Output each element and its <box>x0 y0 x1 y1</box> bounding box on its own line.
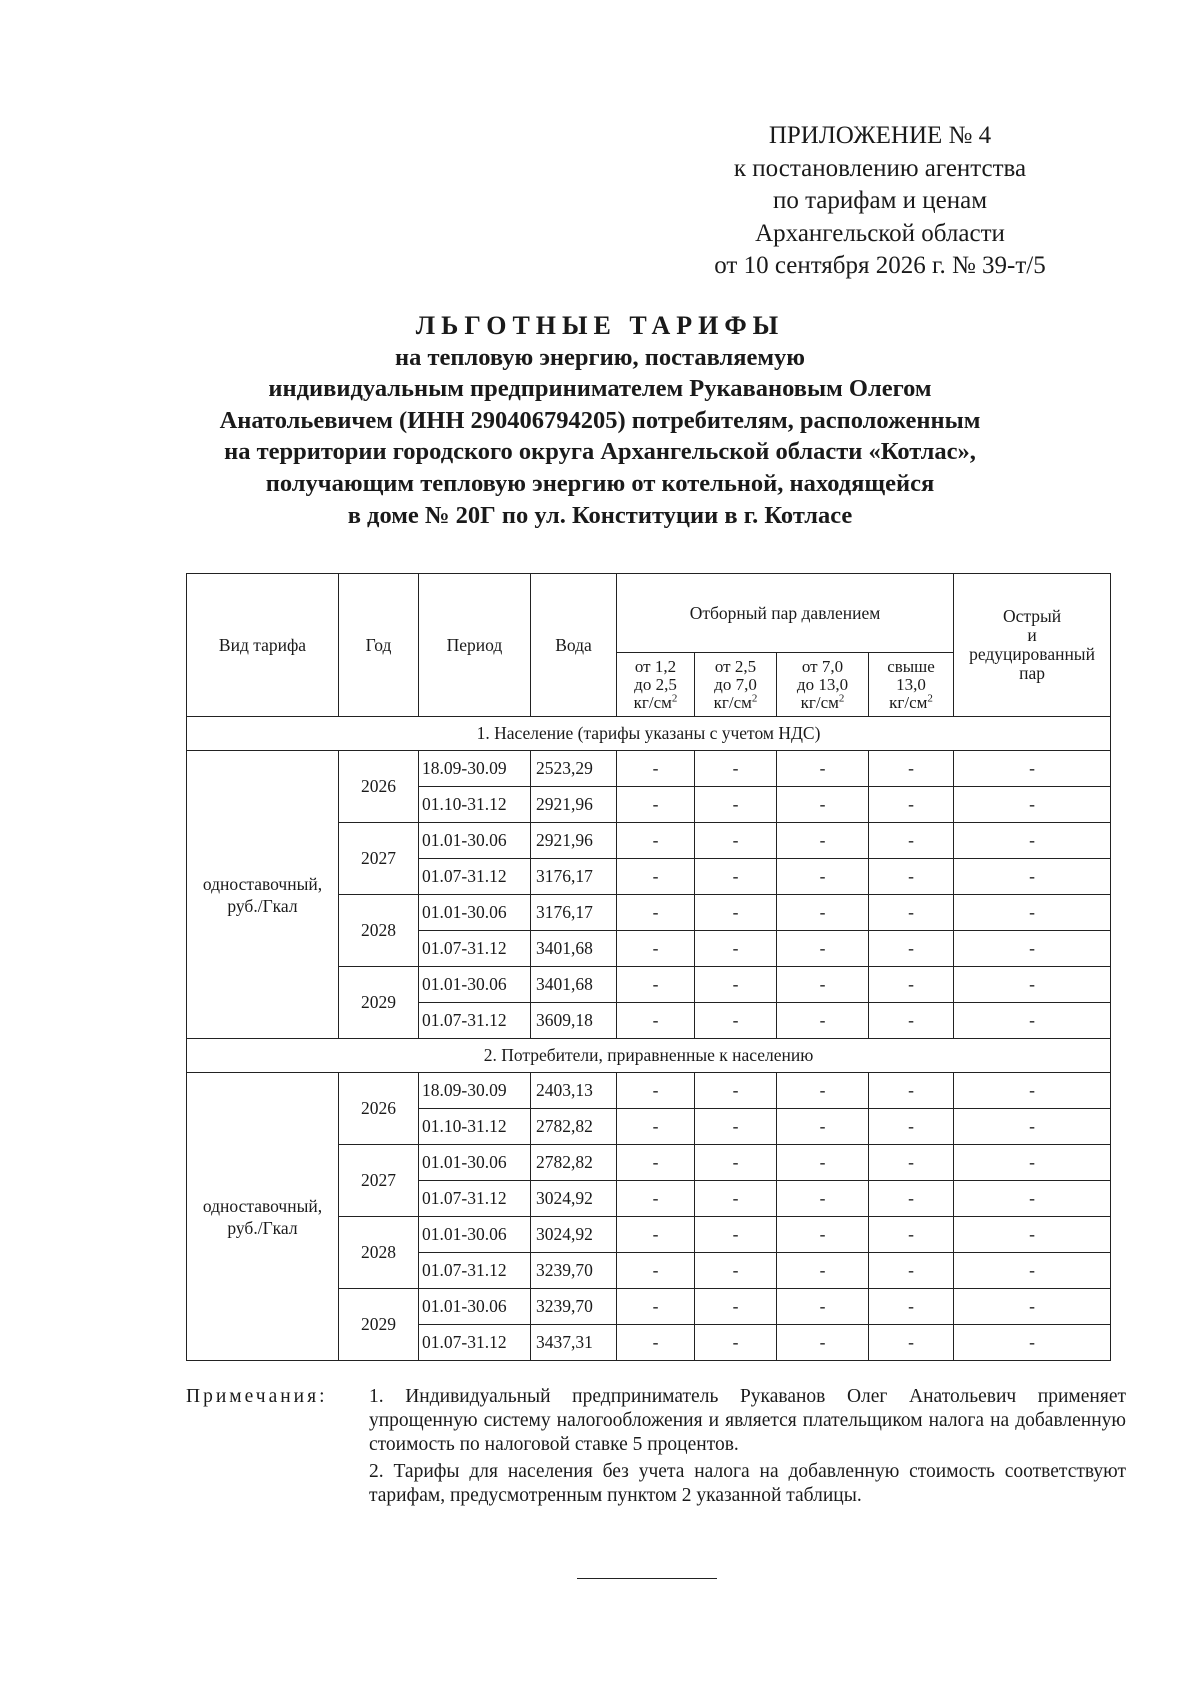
unit-exponent: 2 <box>671 691 678 704</box>
empty-tariff-cell: - <box>617 1289 695 1325</box>
empty-tariff-cell: - <box>617 967 695 1003</box>
section-row <box>187 1039 1111 1073</box>
empty-tariff-cell: - <box>954 1181 1111 1217</box>
empty-tariff-cell: - <box>954 859 1111 895</box>
year-cell: 2026 <box>339 1073 419 1145</box>
empty-tariff-cell: - <box>869 931 954 967</box>
notes-body <box>369 1385 1126 1508</box>
year-cell: 2029 <box>339 1289 419 1361</box>
empty-tariff-cell: - <box>869 1145 954 1181</box>
col-header-period: Период <box>419 574 531 717</box>
section-row <box>187 717 1111 751</box>
annex-header <box>600 120 1160 283</box>
water-tariff-cell: 3609,18 <box>531 1003 617 1039</box>
water-tariff-cell: 3176,17 <box>531 895 617 931</box>
empty-tariff-cell: - <box>695 895 777 931</box>
unit-exponent: 2 <box>927 691 933 704</box>
empty-tariff-cell: - <box>617 895 695 931</box>
empty-tariff-cell: - <box>777 1325 869 1361</box>
empty-tariff-cell: - <box>695 1109 777 1145</box>
empty-tariff-cell: - <box>695 1325 777 1361</box>
empty-tariff-cell: - <box>954 751 1111 787</box>
header-text: от 7,0 <box>801 656 844 676</box>
empty-tariff-cell: - <box>617 1253 695 1289</box>
empty-tariff-cell: - <box>777 1145 869 1181</box>
empty-tariff-cell: - <box>954 931 1111 967</box>
unit-text: кг/см <box>713 692 752 712</box>
empty-tariff-cell: - <box>954 1003 1111 1039</box>
col-header-type: Вид тарифа <box>187 574 339 717</box>
header-text: от 2,5 <box>714 656 757 676</box>
tariff-type: одноставочный, <box>202 873 323 894</box>
empty-tariff-cell: - <box>954 1145 1111 1181</box>
empty-tariff-cell: - <box>954 1073 1111 1109</box>
period-cell: 01.10-31.12 <box>419 787 531 823</box>
empty-tariff-cell: - <box>869 1073 954 1109</box>
water-tariff-cell: 2921,96 <box>531 787 617 823</box>
year-cell: 2027 <box>339 1145 419 1217</box>
empty-tariff-cell: - <box>954 787 1111 823</box>
empty-tariff-cell: - <box>954 1325 1111 1361</box>
empty-tariff-cell: - <box>617 859 695 895</box>
unit-exponent: 2 <box>751 691 758 704</box>
empty-tariff-cell: - <box>777 1073 869 1109</box>
unit-text: кг/см <box>633 692 672 712</box>
tariff-unit: руб./Гкал <box>227 1217 298 1238</box>
period-cell: 01.01-30.06 <box>419 895 531 931</box>
annex-line: Архангельской области <box>755 219 1005 247</box>
col-header-year: Год <box>339 574 419 717</box>
empty-tariff-cell: - <box>869 1109 954 1145</box>
header-text: 13,0 <box>896 674 926 694</box>
annex-number: ПРИЛОЖЕНИЕ № 4 <box>768 122 992 149</box>
empty-tariff-cell: - <box>695 1289 777 1325</box>
empty-tariff-cell: - <box>869 967 954 1003</box>
note-item: 2. Тарифы для населения без учета налога на добавленную стоимость соответствуют тарифам, предусмотренным пунктом 2 указанной таблицы. <box>369 1461 1126 1506</box>
water-tariff-cell: 3239,70 <box>531 1289 617 1325</box>
notes <box>186 1385 1126 1511</box>
empty-tariff-cell: - <box>869 823 954 859</box>
empty-tariff-cell: - <box>777 1003 869 1039</box>
empty-tariff-cell: - <box>617 1003 695 1039</box>
tariff-table-body <box>187 717 1111 1361</box>
empty-tariff-cell: - <box>617 1325 695 1361</box>
period-cell: 01.07-31.12 <box>419 1003 531 1039</box>
period-cell: 18.09-30.09 <box>419 1073 531 1109</box>
water-tariff-cell: 3239,70 <box>531 1253 617 1289</box>
document-title: ЛЬГОТНЫЕ ТАРИФЫ <box>415 311 785 340</box>
empty-tariff-cell: - <box>695 1073 777 1109</box>
water-tariff-cell: 3024,92 <box>531 1217 617 1253</box>
heading-line: индивидуальным предпринимателем Рукавановым Олегом <box>268 375 932 403</box>
empty-tariff-cell: - <box>869 787 954 823</box>
heading-line: на тепловую энергию, поставляемую <box>394 343 806 371</box>
empty-tariff-cell: - <box>954 895 1111 931</box>
empty-tariff-cell: - <box>869 1003 954 1039</box>
year-cell: 2026 <box>339 751 419 823</box>
header-text: Острый <box>1002 606 1062 626</box>
header-text: до 7,0 <box>714 674 757 694</box>
unit-exponent: 2 <box>838 691 845 704</box>
empty-tariff-cell: - <box>777 859 869 895</box>
tariff-type-cell <box>187 1073 339 1361</box>
year-cell: 2029 <box>339 967 419 1039</box>
empty-tariff-cell: - <box>869 1253 954 1289</box>
empty-tariff-cell: - <box>954 1109 1111 1145</box>
water-tariff-cell: 2523,29 <box>531 751 617 787</box>
heading-line: в доме № 20Г по ул. Конституции в г. Котласе <box>347 501 853 529</box>
unit-text: кг/см <box>889 692 928 712</box>
empty-tariff-cell: - <box>617 1217 695 1253</box>
empty-tariff-cell: - <box>777 1181 869 1217</box>
header-text: до 2,5 <box>634 674 677 694</box>
period-cell: 01.07-31.12 <box>419 859 531 895</box>
water-tariff-cell: 3401,68 <box>531 931 617 967</box>
tariff-table <box>186 573 1111 1361</box>
empty-tariff-cell: - <box>777 751 869 787</box>
header-text: от 1,2 <box>634 656 677 676</box>
period-cell: 01.01-30.06 <box>419 1217 531 1253</box>
period-cell: 01.01-30.06 <box>419 1289 531 1325</box>
empty-tariff-cell: - <box>695 859 777 895</box>
header-text: свыше <box>887 656 935 676</box>
empty-tariff-cell: - <box>617 787 695 823</box>
empty-tariff-cell: - <box>617 1109 695 1145</box>
tariff-type-cell <box>187 751 339 1039</box>
header-text: до 13,0 <box>796 674 849 694</box>
empty-tariff-cell: - <box>869 1181 954 1217</box>
col-header-steam: Отборный пар давлением <box>617 574 954 653</box>
notes-label: Примечания: <box>186 1386 328 1407</box>
empty-tariff-cell: - <box>869 1289 954 1325</box>
period-cell: 01.01-30.06 <box>419 823 531 859</box>
period-cell: 18.09-30.09 <box>419 751 531 787</box>
empty-tariff-cell: - <box>777 931 869 967</box>
table-row <box>187 751 1111 787</box>
empty-tariff-cell: - <box>869 1325 954 1361</box>
col-header-pressure-4 <box>869 653 954 717</box>
annex-line: к постановлению агентства <box>733 154 1027 182</box>
tariff-unit: руб./Гкал <box>227 895 298 916</box>
section-title: 2. Потребители, приравненные к населению <box>187 1039 1111 1073</box>
empty-tariff-cell: - <box>777 1217 869 1253</box>
empty-tariff-cell: - <box>695 787 777 823</box>
header-text: пар <box>1019 663 1045 683</box>
annex-line: по тарифам и ценам <box>772 187 988 214</box>
period-cell: 01.01-30.06 <box>419 1145 531 1181</box>
period-cell: 01.07-31.12 <box>419 1325 531 1361</box>
empty-tariff-cell: - <box>777 1289 869 1325</box>
heading-line: Анатольевичем (ИНН 290406794205) потребителям, расположенным <box>219 406 981 434</box>
empty-tariff-cell: - <box>777 895 869 931</box>
empty-tariff-cell: - <box>954 1289 1111 1325</box>
empty-tariff-cell: - <box>617 1073 695 1109</box>
heading-line: получающим тепловую энергию от котельной, находящейся <box>265 469 935 497</box>
col-header-water: Вода <box>531 574 617 717</box>
water-tariff-cell: 2782,82 <box>531 1145 617 1181</box>
year-cell: 2028 <box>339 1217 419 1289</box>
water-tariff-cell: 2782,82 <box>531 1109 617 1145</box>
unit-text: кг/см <box>800 692 839 712</box>
section-title: 1. Население (тарифы указаны с учетом НДС) <box>187 717 1111 751</box>
empty-tariff-cell: - <box>869 1217 954 1253</box>
empty-tariff-cell: - <box>617 931 695 967</box>
period-cell: 01.07-31.12 <box>419 1253 531 1289</box>
note-item: 1. Индивидуальный предприниматель Рукаванов Олег Анатольевич применяет упрощенную систему налогообложения и является плательщиком налога на добавленную стоимость по налоговой ставке 5 процентов. <box>369 1386 1126 1455</box>
year-cell: 2027 <box>339 823 419 895</box>
empty-tariff-cell: - <box>954 967 1111 1003</box>
period-cell: 01.01-30.06 <box>419 967 531 1003</box>
water-tariff-cell: 2403,13 <box>531 1073 617 1109</box>
empty-tariff-cell: - <box>954 1253 1111 1289</box>
period-cell: 01.07-31.12 <box>419 931 531 967</box>
empty-tariff-cell: - <box>695 1217 777 1253</box>
empty-tariff-cell: - <box>777 1109 869 1145</box>
water-tariff-cell: 2921,96 <box>531 823 617 859</box>
year-cell: 2028 <box>339 895 419 967</box>
empty-tariff-cell: - <box>695 1145 777 1181</box>
header-text: редуцированный <box>969 644 1095 664</box>
heading-line: на территории городского округа Архангельской области «Котлас», <box>224 438 976 466</box>
table-row <box>187 1073 1111 1109</box>
empty-tariff-cell: - <box>695 967 777 1003</box>
empty-tariff-cell: - <box>695 1181 777 1217</box>
tariff-type: одноставочный, <box>202 1195 323 1216</box>
empty-tariff-cell: - <box>695 1003 777 1039</box>
water-tariff-cell: 3176,17 <box>531 859 617 895</box>
annex-date: от 10 сентября 2026 г. № 39-т/5 <box>714 252 1046 279</box>
empty-tariff-cell: - <box>695 931 777 967</box>
empty-tariff-cell: - <box>777 787 869 823</box>
empty-tariff-cell: - <box>695 1253 777 1289</box>
water-tariff-cell: 3401,68 <box>531 967 617 1003</box>
empty-tariff-cell: - <box>869 859 954 895</box>
document-heading <box>100 310 1100 531</box>
empty-tariff-cell: - <box>617 751 695 787</box>
empty-tariff-cell: - <box>777 1253 869 1289</box>
empty-tariff-cell: - <box>954 1217 1111 1253</box>
empty-tariff-cell: - <box>954 823 1111 859</box>
empty-tariff-cell: - <box>617 823 695 859</box>
water-tariff-cell: 3024,92 <box>531 1181 617 1217</box>
period-cell: 01.07-31.12 <box>419 1181 531 1217</box>
period-cell: 01.10-31.12 <box>419 1109 531 1145</box>
empty-tariff-cell: - <box>777 823 869 859</box>
col-header-pressure-1 <box>617 653 695 717</box>
empty-tariff-cell: - <box>695 823 777 859</box>
header-text: и <box>1027 625 1037 645</box>
water-tariff-cell: 3437,31 <box>531 1325 617 1361</box>
empty-tariff-cell: - <box>869 895 954 931</box>
closing-rule <box>577 1578 717 1579</box>
empty-tariff-cell: - <box>695 751 777 787</box>
empty-tariff-cell: - <box>617 1145 695 1181</box>
col-header-pressure-3 <box>777 653 869 717</box>
col-header-sharp-steam <box>954 574 1111 717</box>
empty-tariff-cell: - <box>617 1181 695 1217</box>
empty-tariff-cell: - <box>869 751 954 787</box>
col-header-pressure-2 <box>695 653 777 717</box>
empty-tariff-cell: - <box>777 967 869 1003</box>
